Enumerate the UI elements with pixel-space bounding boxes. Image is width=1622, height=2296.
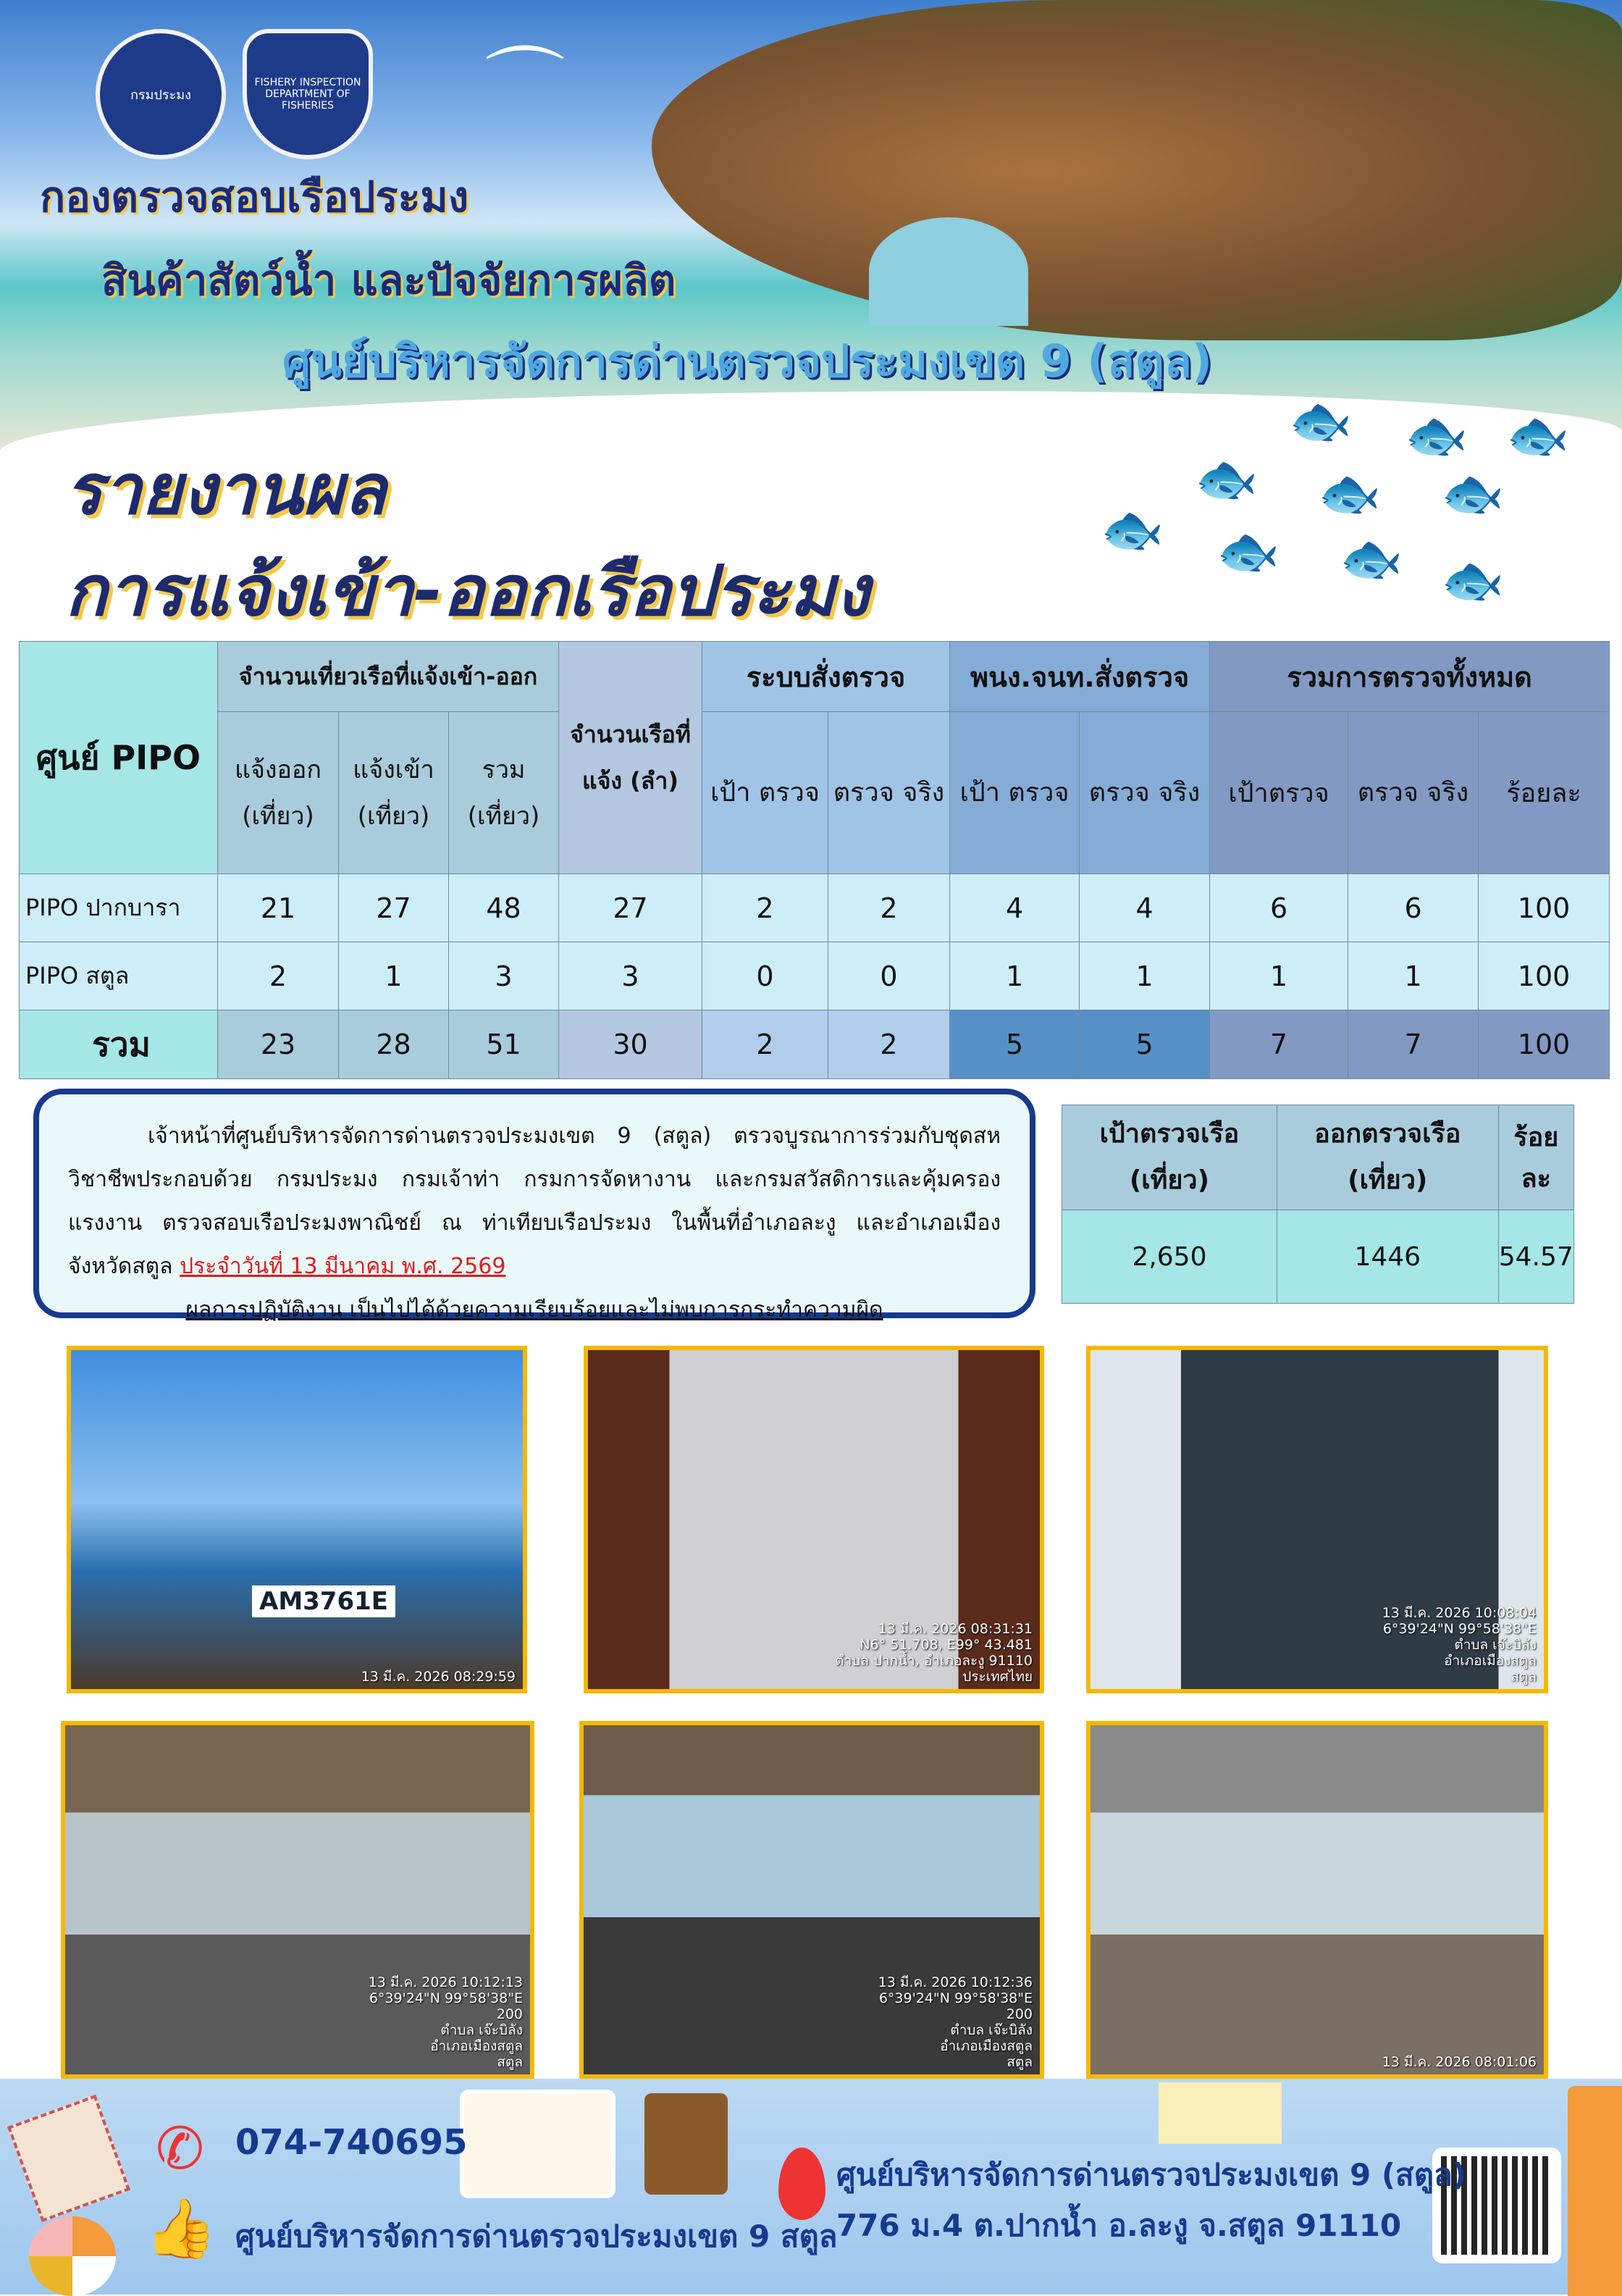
inspection-photo	[579, 1721, 1044, 2079]
row-value: 28	[339, 1010, 449, 1079]
row-value: 5	[950, 1010, 1080, 1079]
report-title-1: รายงานผล	[65, 449, 387, 530]
location-pin-icon	[778, 2148, 825, 2220]
header-target: เป้า ตรวจ	[702, 712, 828, 874]
inspection-photo	[1086, 1721, 1548, 2079]
photo-timestamp: 13 มี.ค. 2026 08:29:59	[361, 1669, 516, 1685]
header-out: แจ้งออก (เที่ยว)	[218, 712, 339, 874]
row-value: 51	[449, 1010, 559, 1079]
inspection-photo	[1086, 1346, 1548, 1693]
fish-icon: 🐟	[1506, 406, 1570, 465]
fish-icon: 🐟	[1216, 521, 1280, 581]
row-value: 48	[449, 874, 559, 942]
address-line2: 776 ม.4 ต.ปากน้ำ อ.ละงู จ.สตูล 91110	[836, 2208, 1402, 2243]
row-value: 3	[449, 942, 559, 1010]
row-name: รวม	[20, 1010, 218, 1079]
phone-icon: ✆	[156, 2115, 205, 2182]
row-value: 1	[1348, 942, 1479, 1010]
inspection-photo	[67, 1346, 527, 1693]
header-trips: จำนวนเที่ยวเรือที่แจ้งเข้า-ออก	[218, 642, 559, 712]
row-value: 100	[1479, 874, 1610, 942]
beach-hut-icon	[1568, 2086, 1622, 2296]
envelope-icon	[7, 2095, 130, 2222]
note-result: ผลการปฏิบัติงาน เป็นไปได้ด้วยความเรียบร้อยและไม่พบการกระทำความผิด	[185, 1297, 883, 1323]
header-boats: จำนวนเรือที่แจ้ง (ลำ)	[559, 642, 702, 874]
summary-done: 1446	[1277, 1210, 1498, 1304]
row-value: 0	[828, 942, 950, 1010]
photo-timestamp: 13 มี.ค. 2026 08:31:31 N6° 51.708, E99° 43.481 ตำบล ปากน้ำ, อำเภอละงู 91110 ประเทศไทย	[835, 1621, 1033, 1685]
header-actual: ตรวจ จริง	[828, 712, 950, 874]
header-total-inspection: รวมการตรวจทั้งหมด	[1210, 642, 1610, 712]
logo2-text: FISHERY INSPECTION DEPARTMENT OF FISHERIES	[254, 77, 361, 112]
logo1-text: กรมประมง	[130, 87, 191, 103]
row-value: 5	[1080, 1010, 1210, 1079]
header-actual: ตรวจ จริง	[1080, 712, 1210, 874]
row-value: 1	[1080, 942, 1210, 1010]
row-value: 4	[1080, 874, 1210, 942]
row-value: 100	[1479, 1010, 1610, 1079]
row-value: 2	[218, 942, 339, 1010]
row-name: PIPO สตูล	[20, 942, 218, 1010]
map-icon	[1159, 2082, 1282, 2144]
fishery-inspection-logo	[243, 29, 373, 159]
facebook-page[interactable]: ศูนย์บริหารจัดการด่านตรวจประมงเขต 9 สตูล	[235, 2219, 838, 2254]
fish-icon: 🐟	[1405, 406, 1468, 465]
report-title-2: การแจ้งเข้า-ออกเรือประมง	[65, 550, 870, 632]
phone-number[interactable]: 074-740695	[235, 2122, 468, 2163]
row-value: 4	[950, 874, 1080, 942]
fish-icon: 🐟	[1101, 500, 1164, 559]
table-total-row	[20, 1010, 1610, 1079]
header-sum: รวม (เที่ยว)	[449, 712, 559, 874]
row-value: 1	[1210, 942, 1348, 1010]
summary-header-done: ออกตรวจเรือ (เที่ยว)	[1277, 1105, 1498, 1210]
footer	[0, 2079, 1622, 2295]
summary-percent: 54.57	[1498, 1210, 1573, 1304]
pipo-report-table	[19, 641, 1610, 1079]
summary-header-target: เป้าตรวจเรือ (เที่ยว)	[1062, 1105, 1277, 1210]
fish-icon: 🐟	[1195, 449, 1258, 508]
header-target: เป้าตรวจ	[1210, 712, 1348, 874]
arch-opening	[869, 217, 1028, 326]
report-note-box	[33, 1089, 1035, 1323]
fish-icon: 🐟	[1441, 550, 1505, 610]
header-target: เป้า ตรวจ	[950, 712, 1080, 874]
boat-registration: AM3761E	[252, 1585, 395, 1617]
row-value: 6	[1210, 874, 1348, 942]
table-row	[20, 942, 1610, 1010]
row-value: 21	[218, 874, 339, 942]
org-title-line1: กองตรวจสอบเรือประมง	[40, 172, 469, 222]
postcard-icon	[460, 2090, 615, 2198]
row-value: 1	[339, 942, 449, 1010]
inspection-photo	[584, 1346, 1044, 1693]
row-value: 2	[828, 1010, 950, 1079]
center-title: ศูนย์บริหารจัดการด่านตรวจประมงเขต 9 (สตูล)	[282, 335, 1213, 387]
row-value: 6	[1348, 874, 1479, 942]
header-system-order: ระบบสั่งตรวจ	[702, 642, 950, 712]
beach-ball-icon	[29, 2216, 116, 2296]
table-row	[20, 874, 1610, 942]
note-date: ประจำวันที่ 13 มีนาคม พ.ศ. 2569	[180, 1254, 506, 1279]
row-value: 2	[828, 874, 950, 942]
photo-timestamp: 13 มี.ค. 2026 10:12:13 6°39'24"N 99°58'38"E 200 ตำบล เจ๊ะบิลัง อำเภอเมืองสตูล สตูล	[368, 1974, 523, 2070]
header-actual: ตรวจ จริง	[1348, 712, 1479, 874]
fish-icon: 🐟	[1441, 464, 1505, 523]
note-text: เจ้าหน้าที่ศูนย์บริหารจัดการด่านตรวจประมงเขต 9 (สตูล) ตรวจบูรณาการร่วมกับชุดสหวิชาชีพประกอบด้วย กรมประมง กรมเจ้าท่า กรมการจัดหางาน และกรมสวัสดิการและคุ้มครองแรงงาน ตรวจสอบเรือประมงพาณิชย์ ณ ท่าเทียบเรือประมง ในพื้นที่อำเภอละงู และอำเภอเมือง จังหวัดสตูล	[68, 1123, 1001, 1279]
row-value: 23	[218, 1010, 339, 1079]
row-value: 0	[702, 942, 828, 1010]
department-of-fisheries-logo	[96, 29, 226, 159]
inspection-photo	[61, 1721, 534, 2079]
row-value: 7	[1348, 1010, 1479, 1079]
row-value: 100	[1479, 942, 1610, 1010]
seagull-icon: ⌒	[485, 39, 565, 132]
fish-icon: 🐟	[1340, 529, 1403, 588]
photo-timestamp: 13 มี.ค. 2026 10:08:04 6°39'24"N 99°58'38"E ตำบล เจ๊ะบิลัง อำเภอเมืองสตูล สตูล	[1382, 1605, 1537, 1685]
photo-timestamp: 13 มี.ค. 2026 10:12:36 6°39'24"N 99°58'38"E 200 ตำบล เจ๊ะบิลัง อำเภอเมืองสตูล สตูล	[878, 1974, 1033, 2070]
summary-table	[1062, 1105, 1574, 1304]
suitcase-icon	[644, 2093, 728, 2195]
row-value: 2	[702, 1010, 828, 1079]
header-percent: ร้อยละ	[1479, 712, 1610, 874]
thumbs-up-icon: 👍	[145, 2195, 217, 2262]
summary-target: 2,650	[1062, 1210, 1277, 1304]
header-in: แจ้งเข้า (เที่ยว)	[339, 712, 449, 874]
row-value: 2	[702, 874, 828, 942]
header-staff-order: พนง.จนท.สั่งตรวจ	[950, 642, 1210, 712]
org-title-line2: สินค้าสัตว์น้ำ และปัจจัยการผลิต	[101, 256, 676, 305]
address-line1: ศูนย์บริหารจัดการด่านตรวจประมงเขต 9 (สตูล)	[836, 2157, 1466, 2192]
fish-icon: 🐟	[1318, 464, 1382, 523]
fish-icon: 🐟	[1289, 391, 1353, 451]
rock-arch-image	[652, 0, 1622, 340]
photo-timestamp: 13 มี.ค. 2026 08:01:06	[1382, 2054, 1537, 2070]
row-value: 27	[339, 874, 449, 942]
row-value: 7	[1210, 1010, 1348, 1079]
summary-header-percent: ร้อยละ	[1498, 1105, 1573, 1210]
header-center: ศูนย์ PIPO	[20, 642, 218, 874]
row-name: PIPO ปากบารา	[20, 874, 218, 942]
row-value: 30	[559, 1010, 702, 1079]
row-value: 1	[950, 942, 1080, 1010]
row-value: 27	[559, 874, 702, 942]
row-value: 3	[559, 942, 702, 1010]
